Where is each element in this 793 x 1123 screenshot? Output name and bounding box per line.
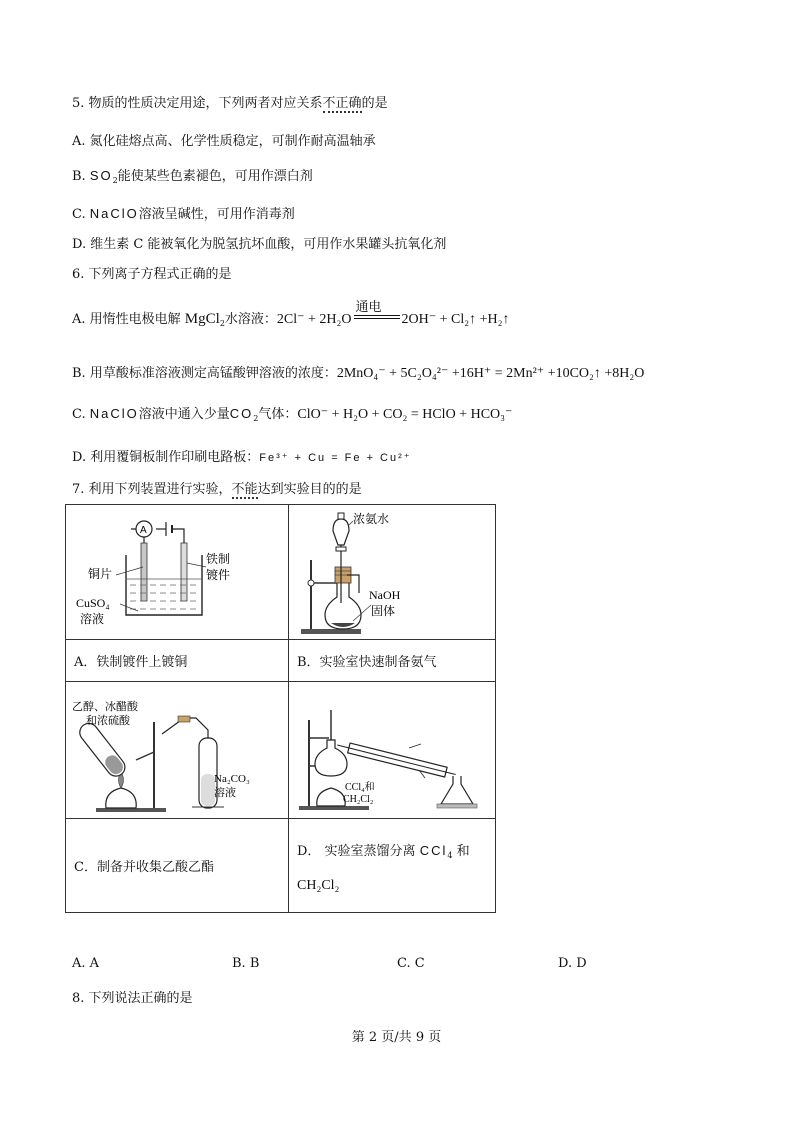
q5-option-b-formula: SO [89,168,113,183]
q6-option-b [72,362,644,382]
label-reagents-1: 乙醇、冰醋酸 [72,700,138,713]
apparatus-a-cell [66,505,289,640]
label-solid: 固体 [371,604,396,618]
q6-option-c-gas-sub: 2 [253,414,259,423]
q5-stem-emphasis: 不正确 [322,96,362,111]
q6-option-c [72,403,512,423]
q6-option-b-text: B. 用草酸标准溶液测定高锰酸钾溶液的浓度： [72,366,337,381]
q6-option-a-text: A. 用惰性电极电解 [72,312,181,327]
q7-stem-text: 7. 利用下列装置进行实验， [72,482,232,497]
stopcock-icon [336,547,346,551]
q5-option-c-text: 溶液呈碱性，可用作消毒剂 [138,207,295,222]
q5-option-b-letter: B. [72,169,90,184]
q6-option-c-letter: C. [72,407,90,422]
q6-option-c-text2: 气体： [258,407,298,422]
label-iron-2: 镀件 [206,568,231,582]
ammonia-apparatus-diagram [289,505,495,639]
stand-base [301,629,361,634]
q5-stem [72,92,388,111]
q6-option-c-eq: ClO⁻ + H₂O + CO₂ = HClO + HCO₃⁻ [297,407,513,422]
q6-option-c-gas: CO [229,406,254,421]
label-copper-plate: 铜片 [88,567,113,581]
apparatus-c-caption: C．制备并收集乙酸乙酯 [66,819,289,913]
q6-option-a-equal-bar [354,315,400,319]
funnel-stopper [338,513,344,519]
q5-stem-text: 5. 物质的性质决定用途，下列两者对应关系 [72,96,323,111]
q7-stem-end: 达到实验目的的是 [257,482,362,497]
q5-option-c-letter: C. [72,207,90,222]
label-na2co3-solution: 溶液 [214,786,236,799]
copper-plate [141,543,147,601]
apparatus-d-caption-formula-sub: 4 [447,850,453,860]
q6-option-d-eq: Fe³⁺ + Cu = Fe + Cu²⁺ [259,452,412,464]
q6-option-a-eq-left: 2Cl⁻ + 2H₂O [276,312,352,327]
q5-option-a: A. 氮化硅熔点高、化学性质稳定，可制作耐高温轴承 [72,134,376,149]
answer-option-a[interactable]: A. A [72,956,100,971]
alcohol-lamp [106,788,136,808]
q5-option-b-sub: 2 [112,176,118,185]
apparatus-d-caption-and: 和 [456,843,470,859]
q6-option-c-text: 溶液中通入少量 [138,407,230,422]
label-cuso4: CuSO₄ [76,596,110,610]
na2co3-solution [201,774,215,806]
q5-option-b-text: 能使某些色素褪色，可用作漂白剂 [117,169,313,184]
q6-option-a-salt: MgCl [184,311,220,327]
q5-stem-end: 的是 [361,96,388,111]
q5-option-b [72,165,313,185]
label-conc-ammonia: 浓氨水 [353,512,390,526]
water-out-arrow-icon [409,744,421,748]
q6-option-a [72,300,510,328]
q6-option-a-text2: 水溶液： [224,312,277,327]
q6-option-a-salt-sub: 2 [219,319,225,328]
q6-option-d-text: D. 利用覆铜板制作印刷电路板： [72,450,260,465]
q8-stem: 8. 下列说法正确的是 [72,991,193,1006]
label-naoh: NaOH [369,588,401,602]
conical-flask [441,776,473,804]
q7-stem [72,478,362,497]
q5-option-c [72,203,295,222]
q6-option-a-condition [352,300,402,327]
apparatus-c-cell [66,682,289,819]
q6-option-b-eq: 2MnO₄⁻ + 5C₂O₄²⁻ +16H⁺ = 2Mn²⁺ +10CO₂↑ +8H₂O [336,366,645,381]
electroplating-diagram [66,505,288,639]
label-cuso4-solution: 溶液 [80,612,105,626]
q6-option-a-condition-text: 通电 [355,300,382,315]
label-reagents-2: 和浓硫酸 [86,714,130,727]
apparatus-d-cell [289,682,496,819]
apparatus-b-cell [289,505,496,640]
lab-jack [437,804,477,808]
answer-option-c[interactable]: C. C [397,956,425,971]
apparatus-d-caption-text: D． 实验室蒸馏分离 [297,843,416,859]
q6-option-c-formula: NaClO [89,406,139,421]
label-ccl4: CCl₄和 [345,782,375,793]
condenser [336,740,457,779]
iron-part [181,543,187,601]
q6-stem: 6. 下列离子方程式正确的是 [72,267,232,282]
page-footer: 第 2 页/共 9 页 [351,1030,442,1045]
round-flask [325,583,361,629]
apparatus-d-caption-formula: CCl [419,842,448,858]
ammeter-label: A [140,525,147,536]
label-na2co3: Na₂CO₃ [214,773,250,785]
alcohol-lamp [317,788,345,806]
apparatus-b-caption: B．实验室快速制备氨气 [289,640,496,682]
apparatus-d-caption [289,819,496,913]
q7-stem-emphasis: 不能 [231,482,258,497]
label-iron-1: 铁制 [206,552,231,566]
q6-option-d [72,446,412,465]
label-ch2cl2: CH₂Cl₂ [343,794,374,805]
distillation-diagram [289,682,495,818]
separatory-funnel [333,519,349,545]
answer-option-d[interactable]: D. D [558,956,587,971]
distilling-flask [315,740,347,776]
answer-option-b[interactable]: B. B [232,956,260,971]
apparatus-a-caption: A．铁制镀件上镀铜 [66,640,289,682]
q5-option-d: D. 维生素 C 能被氧化为脱氢抗坏血酸，可用作水果罐头抗氧化剂 [72,237,447,252]
clamp-knob [308,580,314,586]
q6-option-a-eq-right: 2OH⁻ + Cl₂↑ +H₂↑ [401,312,510,327]
q7-apparatus-table [65,504,496,913]
rubber-joint [178,716,190,722]
q5-option-c-formula: NaClO [89,206,139,221]
reaction-tube [76,720,128,780]
apparatus-d-caption-formula2: CH₂Cl₂ [297,877,340,893]
ester-apparatus-diagram [66,682,288,818]
